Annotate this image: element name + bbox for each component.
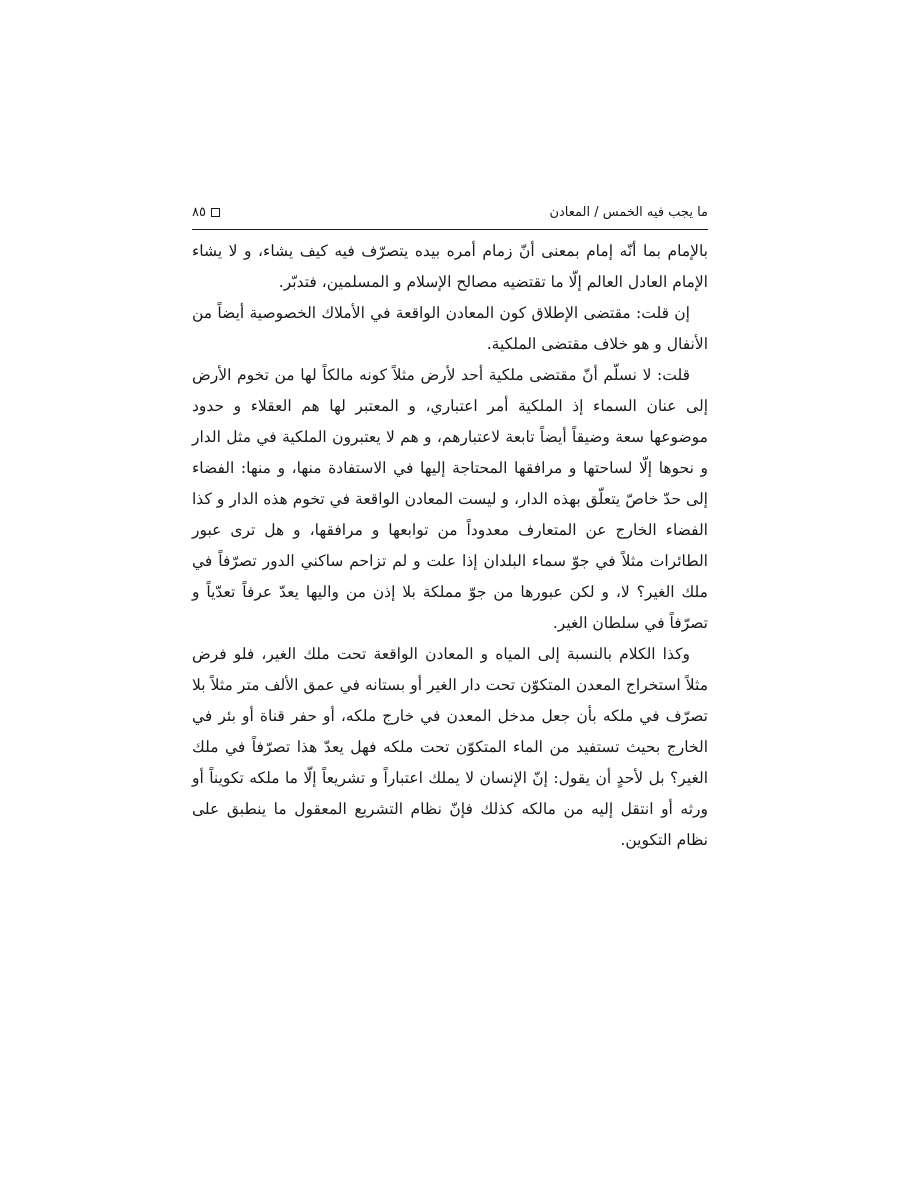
book-page xyxy=(192,196,708,1056)
running-title: ما يجب فيه الخمس / المعادن xyxy=(549,205,708,220)
square-bullet-icon xyxy=(211,208,220,217)
header-rule xyxy=(192,229,708,230)
page-number: ٨٥ xyxy=(192,205,206,220)
paragraph: بالإمام بما أنّه إمام بمعنى أنّ زمام أمره بيده يتصرّف فيه كيف يشاء، و لا يشاء الإمام العادل العالم إلّا ما تقتضيه مصالح الإسلام و المسلمين، فتدبّر. xyxy=(192,242,708,291)
running-header xyxy=(192,196,708,228)
paragraph: إن قلت: مقتضى الإطلاق كون المعادن الواقعة في الأملاك الخصوصية أيضاً من الأنفال و هو خلاف مقتضى الملكية. xyxy=(192,304,708,353)
page-number-block xyxy=(192,205,220,220)
paragraph: وكذا الكلام بالنسبة إلى المياه و المعادن الواقعة تحت ملك الغير، فلو فرض مثلاً استخراج المعدن المتكوّن تحت دار الغير أو بستانه في عمق الألف متر مثلاً بلا تصرّف في ملكه بأن جعل مدخل المعدن في خارج ملكه، أو حفر قناة أو بئر في الخارج بحيث تستفيد من الماء المتكوّن تحت ملكه فهل يعدّ هذا تصرّفاً في ملك الغير؟ بل لأحدٍ أن يقول: إنّ الإنسان لا يملك اعتباراً و تشريعاً إلّا ما ملكه تكويناً أو ورثه أو انتقل إليه من مالكه كذلك فإنّ نظام التشريع المعقول ما ينطبق على نظام التكوين. xyxy=(192,645,708,849)
page-body xyxy=(192,236,708,856)
paragraph: قلت: لا نسلّم أنّ مقتضى ملكية أحد لأرض مثلاً كونه مالكاً لها من تخوم الأرض إلى عنان السماء إذ الملكية أمر اعتباري، و المعتبر لها هم العقلاء و حدود موضوعها سعة وضيقاً أيضاً تابعة لاعتبارهم، و هم لا يعتبرون الملكية في مثل الدار و نحوها إلّا لساحتها و مرافقها المحتاجة إليها في الاستفادة منها، و منها: الفضاء إلى حدّ خاصّ يتعلّق بهذه الدار، و ليست المعادن الواقعة في تخوم هذه الدار و كذا الفضاء الخارج عن المتعارف معدوداً من توابعها و مرافقها، و هل ترى عبور الطائرات مثلاً في جوّ سماء البلدان إذا علت و لم تزاحم ساكني الدور تصرّفاً في ملك الغير؟ لا، و لكن عبورها من جوّ مملكة بلا إذن من واليها يعدّ عرفاً تعدّياً و تصرّفاً في سلطان الغير. xyxy=(192,366,708,632)
